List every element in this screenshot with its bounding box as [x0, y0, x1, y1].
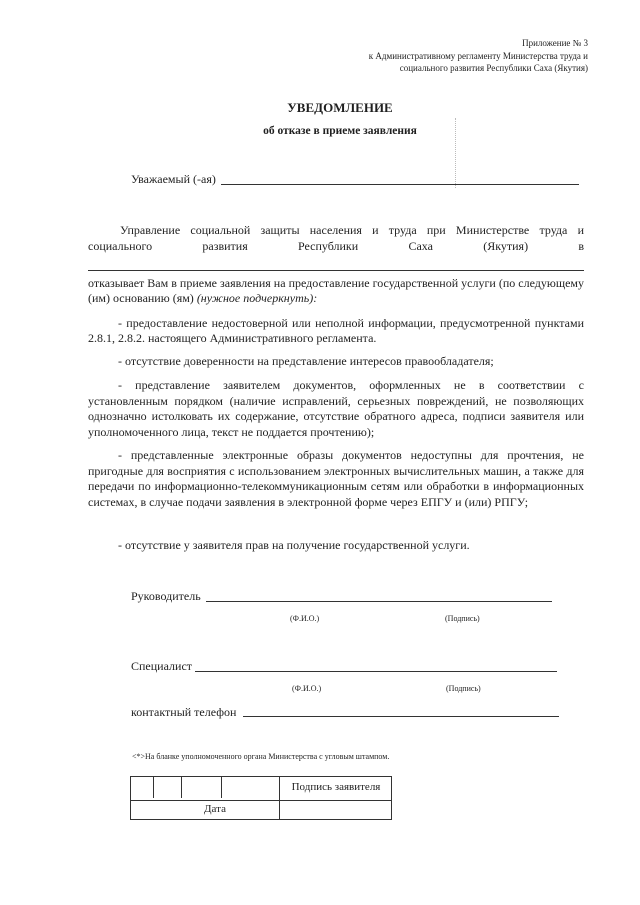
intro-line-2: социального развития Республики Саха (Якутия) в [88, 239, 584, 253]
head-signature-line [206, 601, 552, 602]
phone-label: контактный телефон [131, 705, 237, 719]
authority-line [88, 270, 584, 271]
table-col-divider-1 [153, 777, 154, 798]
reason-2: - отсутствие доверенности на представление интересов правообладателя; [118, 354, 494, 368]
appendix-regulation: к Административному регламенту Министерства труда и [368, 51, 588, 61]
head-label: Руководитель [131, 589, 201, 603]
specialist-fio-caption: (Ф.И.О.) [292, 684, 322, 693]
head-sign-caption: (Подпись) [445, 614, 480, 623]
specialist-signature-line [195, 671, 557, 672]
greeting-label: Уважаемый (-ая) [131, 172, 216, 186]
table-row-divider [131, 800, 391, 801]
addressee-line [221, 184, 579, 185]
refusal-note: (нужное подчеркнуть): [196, 291, 318, 305]
scan-artifact [455, 118, 465, 188]
table-signature-label: Подпись заявителя [291, 781, 381, 793]
phone-line [243, 716, 559, 717]
table-col-divider-main [279, 777, 280, 819]
appendix-number: Приложение № 3 [522, 38, 588, 48]
refusal-text [88, 276, 584, 306]
table-date-label: Дата [204, 803, 226, 815]
head-fio-caption: (Ф.И.О.) [290, 614, 320, 623]
appendix-ministry: социального развития Республики Саха (Якутия) [399, 63, 588, 73]
table-col-divider-3 [221, 777, 222, 798]
specialist-sign-caption: (Подпись) [446, 684, 481, 693]
specialist-label: Специалист [131, 659, 193, 673]
applicant-signature-table [130, 776, 392, 820]
intro-line-1: Управление социальной защиты населения и труда при Министерстве труда и [120, 223, 584, 237]
reason-5: - отсутствие у заявителя прав на получение государственной услуги. [118, 538, 470, 552]
document-subtitle: об отказе в приеме заявления [263, 125, 417, 137]
footnote: <*>На бланке уполномоченного органа Министерства с угловым штампом. [132, 752, 390, 761]
refusal-main: отказывает Вам в приеме заявления на предоставление государственной услуги (по следующему (им) основанию (ям) [88, 276, 584, 305]
reason-1: - предоставление недостоверной или неполной информации, предусмотренной пунктами 2.8.1, 2.8.2. настоящего Административного регламента. [88, 316, 584, 345]
table-col-divider-2 [181, 777, 182, 798]
document-title: УВЕДОМЛЕНИЕ [287, 100, 393, 115]
reason-4: - представленные электронные образы документов недоступны для прочтения, не пригодные для восприятия с использованием электронных вычислительных машин, а также для передачи по информационно-телекоммуникационным сетям или обработки в информационных системах, в случае подачи заявления в электронной форме через ЕПГУ и (или) РПГУ; [88, 448, 584, 509]
reason-3: - представление заявителем документов, оформленных не в соответствии с установленным порядком (наличие исправлений, серьезных повреждений, не позволяющих однозначно истолковать их содержание, отсутствие обратного адреса, подписи заявителя или уполномоченного лица, текст не поддается прочтению); [88, 378, 584, 439]
